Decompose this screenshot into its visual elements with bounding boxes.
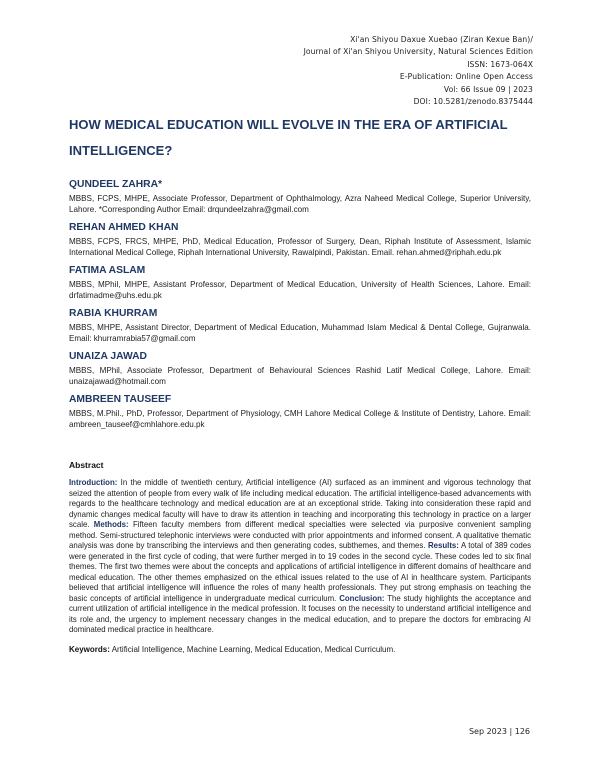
- keywords: [69, 644, 531, 655]
- keywords-label: Keywords:: [69, 644, 110, 654]
- abstract-methods-label: Methods:: [93, 520, 129, 529]
- abstract-introduction-label: Introduction:: [69, 478, 118, 487]
- abstract-results-label: Results:: [427, 541, 459, 550]
- author-name: REHAN AHMED KHAN: [69, 222, 179, 233]
- journal-header: [304, 34, 533, 108]
- author-block: [69, 178, 531, 215]
- author-name: FATIMA ASLAM: [69, 265, 146, 276]
- journal-name-line2: Journal of Xi'an Shiyou University, Natural Sciences Edition: [303, 47, 533, 57]
- page-footer: Sep 2023 | 126: [468, 727, 530, 736]
- author-list: [69, 178, 531, 436]
- abstract-conclusion-label: Conclusion:: [339, 593, 385, 603]
- author-block: [69, 393, 531, 430]
- paper-title-line1: HOW MEDICAL EDUCATION WILL EVOLVE IN THE ERA OF ARTIFICIAL: [69, 117, 508, 132]
- abstract-body: [69, 478, 531, 636]
- journal-doi[interactable]: DOI: 10.5281/zenodo.8375444: [413, 97, 533, 107]
- author-affiliation: MBBS, MPhil, Associate Professor, Department of Behavioural Sciences Rashid Latif Medical College, Lahore. Email: unaizajawad@hotmail.com: [69, 366, 531, 386]
- author-block: [69, 221, 531, 258]
- author-name: RABIA KHURRAM: [69, 308, 158, 319]
- journal-volume: Vol: 66 Issue 09 | 2023: [443, 84, 533, 94]
- author-affiliation: MBBS, MPhil, MHPE, Assistant Professor, Department of Medical Education, University of Health Sciences, Lahore. Email: drfatimadme@uhs.edu.pk: [69, 280, 531, 300]
- author-name: UNAIZA JAWAD: [69, 351, 147, 362]
- keywords-text: Artificial Intelligence, Machine Learning, Medical Education, Medical Curriculum.: [109, 644, 396, 654]
- abstract-results-text: A total of 389 codes were generated in the first cycle of coding, that were further merged in to 19 codes in the second cycle. These codes led to six final themes. The first two themes were about the concepts and applications of artificial intelligence in different domains of healthcare and medical education. The other themes emphasized on the ethical issues related to the use of AI in healthcare system. Participants believed that artificial intelligence will influence the roles of many health professionals. They put strong emphasis on teaching the basic concepts of artificial intelligence in undergraduate medical curriculum.: [69, 541, 531, 603]
- paper-title: [69, 112, 539, 164]
- author-name: QUNDEEL ZAHRA*: [69, 179, 163, 190]
- author-block: [69, 264, 531, 301]
- author-name: AMBREEN TAUSEEF: [69, 394, 172, 405]
- author-affiliation: MBBS, MHPE, Assistant Director, Department of Medical Education, Muhammad Islam Medical & Dental College, Gujranwala. Email: khurramrabia57@gmail.com: [69, 323, 531, 343]
- author-affiliation: MBBS, M.Phil., PhD, Professor, Department of Physiology, CMH Lahore Medical College & Institute of Dentistry, Lahore. Email: ambreen_tauseef@cmhlahore.edu.pk: [69, 409, 531, 429]
- author-block: [69, 307, 531, 344]
- abstract-introduction-text: In the middle of twentieth century, Artificial intelligence (AI) surfaced as an imminent and vigorous technology that seized the attention of people from every walk of life including medical education. The artificial intelligence-based advancements with regards to the healthcare technology and medical education are at an exceptional stride. Taking into consideration these rapid and dynamic changes medical faculty will have to draw its attention in teaching and incorporating this technology in practice on a larger scale.: [69, 478, 531, 529]
- abstract-heading: Abstract: [69, 460, 104, 470]
- abstract-section: [69, 460, 531, 655]
- paper-title-line2: INTELLIGENCE?: [69, 143, 173, 158]
- abstract-methods-text: Fifteen faculty members from different medical specialties were selected via purposive convenient sampling method. Semi-structured telephonic interviews were conducted with prior appointments and informed consent. A qualitative thematic analysis was done by transcribing the interviews and then generating codes, subthemes, and themes.: [69, 520, 531, 550]
- author-affiliation: MBBS, FCPS, FRCS, MHPE, PhD, Medical Education, Professor of Surgery, Dean, Riphah Institute of Assessment, Islamic International Medical College, Riphah International University, Rawalpindi, Pakistan. Email. rehan.ahmed@riphah.edu.pk: [69, 237, 531, 257]
- journal-name-line1: Xi'an Shiyou Daxue Xuebao (Ziran Kexue Ban)/: [350, 35, 533, 44]
- author-affiliation: MBBS, FCPS, MHPE, Associate Professor, Department of Ophthalmology, Azra Naheed Medical College, Superior University, Lahore. *Corresponding Author Email: drqundeelzahra@gmail.com: [69, 194, 531, 214]
- journal-issn: ISSN: 1673-064X: [467, 59, 533, 69]
- journal-publication: E-Publication: Online Open Access: [399, 72, 533, 82]
- abstract-conclusion-text: The study highlights the acceptance and current utilization of artificial intelligence in the medical profession. It focuses on the necessity to understand artificial intelligence and its role and, the urgency to implement necessary changes in the medical education, and to prepare the doctors for embracing AI dominated medical practice in healthcare.: [69, 593, 531, 634]
- author-block: [69, 350, 531, 387]
